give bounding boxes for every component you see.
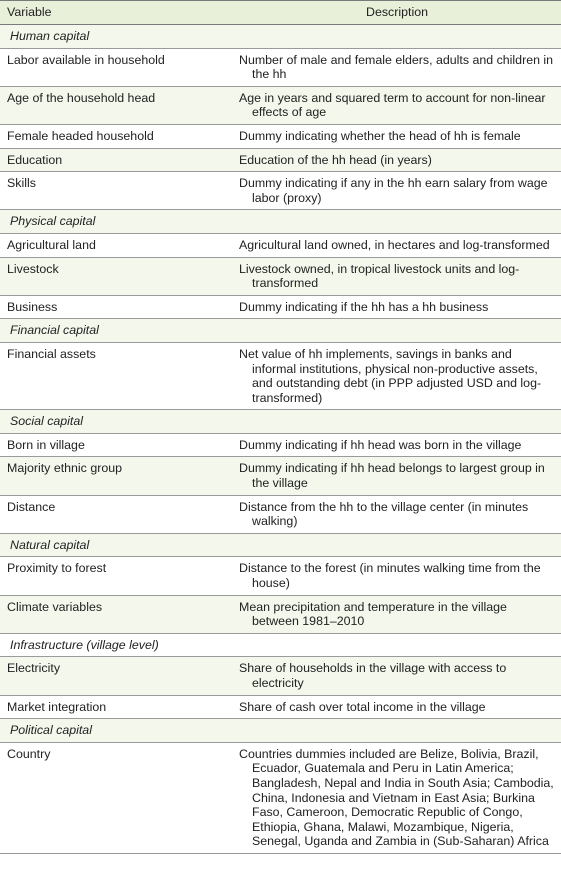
table-row — [0, 557, 561, 595]
description-text: Dummy indicating if hh head was born in the village — [239, 437, 522, 452]
variable-cell — [0, 86, 232, 124]
table-row — [0, 742, 561, 853]
header-description: Description — [232, 1, 561, 25]
description-cell — [232, 233, 561, 257]
variable-text: Distance — [7, 499, 56, 514]
variable-text: Livestock — [7, 261, 59, 276]
section-label: Physical capital — [0, 210, 561, 234]
variable-cell — [0, 595, 232, 633]
description-cell — [232, 695, 561, 719]
section-row — [0, 210, 561, 234]
variable-cell — [0, 342, 232, 409]
section-label: Natural capital — [0, 533, 561, 557]
description-cell — [232, 495, 561, 533]
variable-cell — [0, 695, 232, 719]
description-text: Distance from the hh to the village center (in minutes walking) — [239, 499, 529, 529]
section-label: Human capital — [0, 25, 561, 49]
description-cell — [232, 557, 561, 595]
description-text: Dummy indicating whether the head of hh is female — [239, 128, 521, 143]
variable-cell — [0, 257, 232, 295]
variable-text: Financial assets — [7, 346, 96, 361]
description-text: Dummy indicating if the hh has a hh business — [239, 299, 489, 314]
description-text: Age in years and squared term to account for non-linear effects of age — [239, 90, 546, 120]
variable-text: Age of the household head — [7, 90, 156, 105]
table-row — [0, 433, 561, 457]
description-text: Dummy indicating if any in the hh earn salary from wage labor (proxy) — [239, 176, 548, 205]
table-row — [0, 257, 561, 295]
description-cell — [232, 172, 561, 210]
description-cell — [232, 124, 561, 148]
description-cell — [232, 86, 561, 124]
section-row — [0, 633, 561, 657]
variable-cell — [0, 495, 232, 533]
table-row — [0, 295, 561, 319]
variable-text: Market integration — [7, 699, 107, 714]
variable-text: Climate variables — [7, 599, 103, 614]
description-cell — [232, 657, 561, 695]
variable-text: Electricity — [7, 661, 61, 676]
table-row — [0, 48, 561, 86]
description-cell — [232, 595, 561, 633]
table-row — [0, 233, 561, 257]
variable-cell — [0, 233, 232, 257]
variable-cell — [0, 433, 232, 457]
description-cell — [232, 457, 561, 495]
variable-cell — [0, 148, 232, 172]
description-text: Agricultural land owned, in hectares and log-transformed — [239, 237, 550, 252]
table-row — [0, 148, 561, 172]
description-text: Dummy indicating if hh head belongs to largest group in the village — [239, 461, 545, 491]
variable-text: Majority ethnic group — [7, 461, 123, 476]
variable-text: Female headed household — [7, 128, 154, 143]
variable-text: Education — [7, 152, 63, 167]
variable-text: Country — [7, 746, 51, 761]
table-body — [0, 25, 561, 854]
table-row — [0, 495, 561, 533]
table-header-row — [0, 1, 561, 25]
variable-cell — [0, 557, 232, 595]
description-cell — [232, 342, 561, 409]
variable-cell — [0, 295, 232, 319]
description-text: Countries dummies included are Belize, Bolivia, Brazil, Ecuador, Guatemala and Peru in Latin America; Bangladesh, Nepal and India in South Asia; Cambodia, China, Indonesia and Vietnam in East Asia; Burkina Faso, Cameroon, Democratic Republic of Congo, Ethiopia, Ghana, Malawi, Mozambique, Nigeria, Senegal, Uganda and Zambia in (Sub-Saharan) Africa — [239, 746, 554, 849]
variable-text: Skills — [7, 176, 36, 191]
section-label: Political capital — [0, 719, 561, 743]
section-row — [0, 319, 561, 343]
section-row — [0, 719, 561, 743]
variable-cell — [0, 657, 232, 695]
description-cell — [232, 295, 561, 319]
description-cell — [232, 148, 561, 172]
variable-cell — [0, 48, 232, 86]
table-row — [0, 457, 561, 495]
variable-text: Proximity to forest — [7, 561, 107, 576]
description-cell — [232, 433, 561, 457]
table-row — [0, 657, 561, 695]
table-row — [0, 342, 561, 409]
header-variable: Variable — [0, 1, 232, 25]
description-text: Distance to the forest (in minutes walking time from the house) — [239, 561, 541, 591]
section-label: Social capital — [0, 410, 561, 434]
section-row — [0, 410, 561, 434]
description-text: Share of cash over total income in the village — [239, 699, 486, 714]
variable-cell — [0, 457, 232, 495]
variable-cell — [0, 124, 232, 148]
variable-text: Agricultural land — [7, 237, 96, 252]
section-label: Infrastructure (village level) — [0, 633, 561, 657]
description-cell — [232, 742, 561, 853]
section-row — [0, 533, 561, 557]
table-row — [0, 695, 561, 719]
variable-cell — [0, 742, 232, 853]
table-row — [0, 86, 561, 124]
description-cell — [232, 48, 561, 86]
description-cell — [232, 257, 561, 295]
variable-text: Labor available in household — [7, 52, 165, 67]
description-text: Number of male and female elders, adults and children in the hh — [239, 52, 554, 82]
table-row — [0, 172, 561, 210]
description-text: Mean precipitation and temperature in the village between 1981–2010 — [239, 599, 507, 629]
table-row — [0, 124, 561, 148]
description-text: Livestock owned, in tropical livestock units and log-transformed — [239, 261, 520, 291]
description-text: Education of the hh head (in years) — [239, 152, 432, 167]
variable-cell — [0, 172, 232, 210]
description-text: Share of households in the village with access to electricity — [239, 661, 507, 690]
description-text: Net value of hh implements, savings in banks and informal institutions, physical non-productive assets, and outstanding debt (in PPP adjusted USD and log-transformed) — [239, 346, 542, 405]
section-row — [0, 25, 561, 49]
variable-text: Born in village — [7, 437, 85, 452]
table-row — [0, 595, 561, 633]
section-label: Financial capital — [0, 319, 561, 343]
variable-text: Business — [7, 299, 58, 314]
